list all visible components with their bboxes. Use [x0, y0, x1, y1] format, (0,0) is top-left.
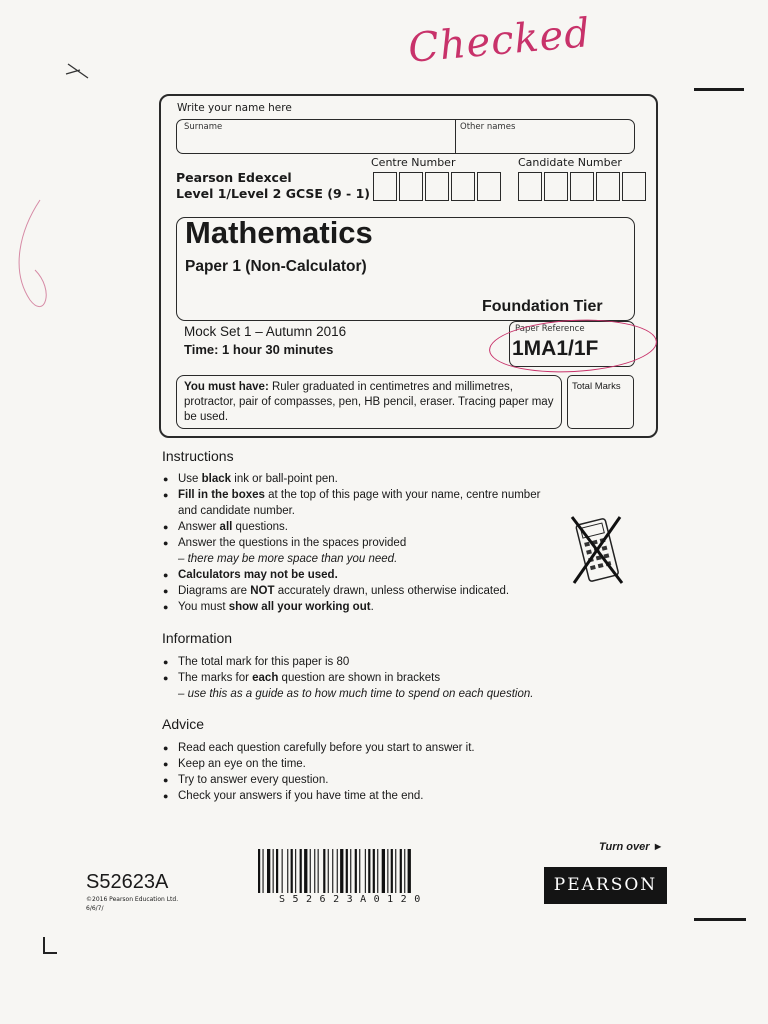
digit-box[interactable]	[451, 172, 475, 201]
candidate-number-field[interactable]	[518, 172, 648, 201]
print-code: 6/6/7/	[86, 905, 104, 912]
subject-title: Mathematics	[185, 215, 373, 250]
barcode-bar	[395, 849, 396, 893]
pencil-scribble	[0, 0, 160, 420]
list-item: ● Read each question carefully before you start to answer it.	[163, 740, 583, 756]
list-item: ● Answer all questions.	[163, 519, 553, 535]
handwritten-checked-note: Checked	[406, 10, 593, 72]
barcode-bar	[300, 849, 302, 893]
barcode-bar	[276, 849, 278, 893]
list-item: ● Calculators may not be used.	[163, 567, 553, 583]
name-divider	[455, 119, 456, 153]
barcode	[258, 849, 480, 895]
barcode-bar	[355, 849, 357, 893]
margin-mark	[694, 88, 744, 91]
instructions-list	[163, 471, 553, 615]
turn-over-label: Turn over ►	[599, 841, 664, 853]
list-item: ● You must show all your working out.	[163, 599, 553, 615]
information-list	[163, 654, 583, 702]
information-heading: Information	[162, 630, 233, 646]
barcode-bar	[387, 849, 388, 893]
copyright-block	[86, 895, 178, 913]
no-calculator-icon	[568, 513, 626, 586]
list-item: ● Try to answer every question.	[163, 772, 583, 788]
equipment-list: Ruler graduated in centimetres and millimetres, protractor, pair of compasses, pen, HB pencil, eraser. Tracing paper may be used.	[184, 381, 554, 423]
barcode-bar	[391, 849, 393, 893]
centre-number-label: Centre Number	[371, 156, 456, 169]
qualification-level: Level 1/Level 2 GCSE (9 - 1)	[176, 186, 370, 201]
barcode-bar	[359, 849, 360, 893]
barcode-bar	[310, 849, 311, 893]
barcode-bar	[258, 849, 260, 893]
barcode-bar	[314, 849, 315, 893]
barcode-bar	[328, 849, 329, 893]
name-field[interactable]	[176, 119, 635, 154]
surname-label: Surname	[184, 122, 223, 132]
barcode-bar	[377, 849, 378, 893]
digit-box[interactable]	[373, 172, 397, 201]
list-item: ● Fill in the boxes at the top of this page with your name, centre number and candidate number.	[163, 487, 553, 519]
barcode-bar	[295, 849, 296, 893]
barcode-bar	[287, 849, 288, 893]
paper-reference-label: Paper Reference	[515, 324, 585, 334]
barcode-number: S52623A0120	[279, 894, 428, 905]
paper-reference-code: 1MA1/1F	[512, 337, 599, 360]
barcode-bar	[346, 849, 348, 893]
list-item: ● The total mark for this paper is 80	[163, 654, 583, 670]
instructions-heading: Instructions	[162, 448, 234, 464]
barcode-bar	[323, 849, 325, 893]
barcode-bar	[273, 849, 274, 893]
barcode-bar	[332, 849, 333, 893]
digit-box[interactable]	[544, 172, 568, 201]
exam-board	[176, 170, 370, 202]
barcode-bar	[304, 849, 307, 893]
list-item: ● The marks for each question are shown in brackets – use this as a guide as to how much time to spend on each question.	[163, 670, 583, 702]
barcode-bar	[267, 849, 270, 893]
list-item: ● Use black ink or ball-point pen.	[163, 471, 553, 487]
copyright: ©2016 Pearson Education Ltd.	[86, 896, 179, 903]
barcode-bar	[282, 849, 283, 893]
list-item: ● Diagrams are NOT accurately drawn, unless otherwise indicated.	[163, 583, 553, 599]
list-item: ● Answer the questions in the spaces provided – there may be more space than you need.	[163, 535, 553, 567]
other-names-label: Other names	[460, 122, 516, 132]
barcode-bar	[368, 849, 370, 893]
equipment-lead: You must have:	[184, 381, 269, 393]
corner-mark	[43, 952, 57, 954]
barcode-bar	[318, 849, 319, 893]
advice-list	[163, 740, 583, 804]
exam-session: Mock Set 1 – Autumn 2016	[184, 324, 347, 339]
barcode-bar	[291, 849, 293, 893]
digit-box[interactable]	[596, 172, 620, 201]
candidate-number-label: Candidate Number	[518, 156, 622, 169]
barcode-bar	[340, 849, 343, 893]
write-name-label: Write your name here	[177, 102, 292, 114]
paper-code: S52623A	[86, 871, 169, 893]
barcode-bar	[365, 849, 366, 893]
digit-box[interactable]	[622, 172, 646, 201]
board-name: Pearson Edexcel	[176, 170, 292, 185]
digit-box[interactable]	[570, 172, 594, 201]
margin-mark	[694, 918, 746, 921]
barcode-bar	[350, 849, 351, 893]
barcode-bar	[373, 849, 375, 893]
paper-title: Paper 1 (Non-Calculator)	[185, 258, 367, 275]
equipment-text	[184, 380, 559, 425]
pearson-logo: PEARSON	[544, 867, 667, 904]
barcode-bar	[382, 849, 385, 893]
barcode-bar	[400, 849, 402, 893]
barcode-bar	[263, 849, 264, 893]
digit-box[interactable]	[425, 172, 449, 201]
advice-heading: Advice	[162, 716, 205, 732]
barcode-bar	[408, 849, 411, 893]
centre-number-field[interactable]	[373, 172, 503, 201]
digit-box[interactable]	[518, 172, 542, 201]
digit-box[interactable]	[477, 172, 501, 201]
list-item: ● Check your answers if you have time at the end.	[163, 788, 583, 804]
barcode-bar	[404, 849, 405, 893]
corner-mark	[43, 937, 45, 953]
list-item: ● Keep an eye on the time.	[163, 756, 583, 772]
total-marks-label: Total Marks	[572, 381, 621, 392]
barcode-bar	[337, 849, 338, 893]
tier-label: Foundation Tier	[482, 298, 603, 315]
exam-time: Time: 1 hour 30 minutes	[184, 342, 334, 357]
digit-box[interactable]	[399, 172, 423, 201]
